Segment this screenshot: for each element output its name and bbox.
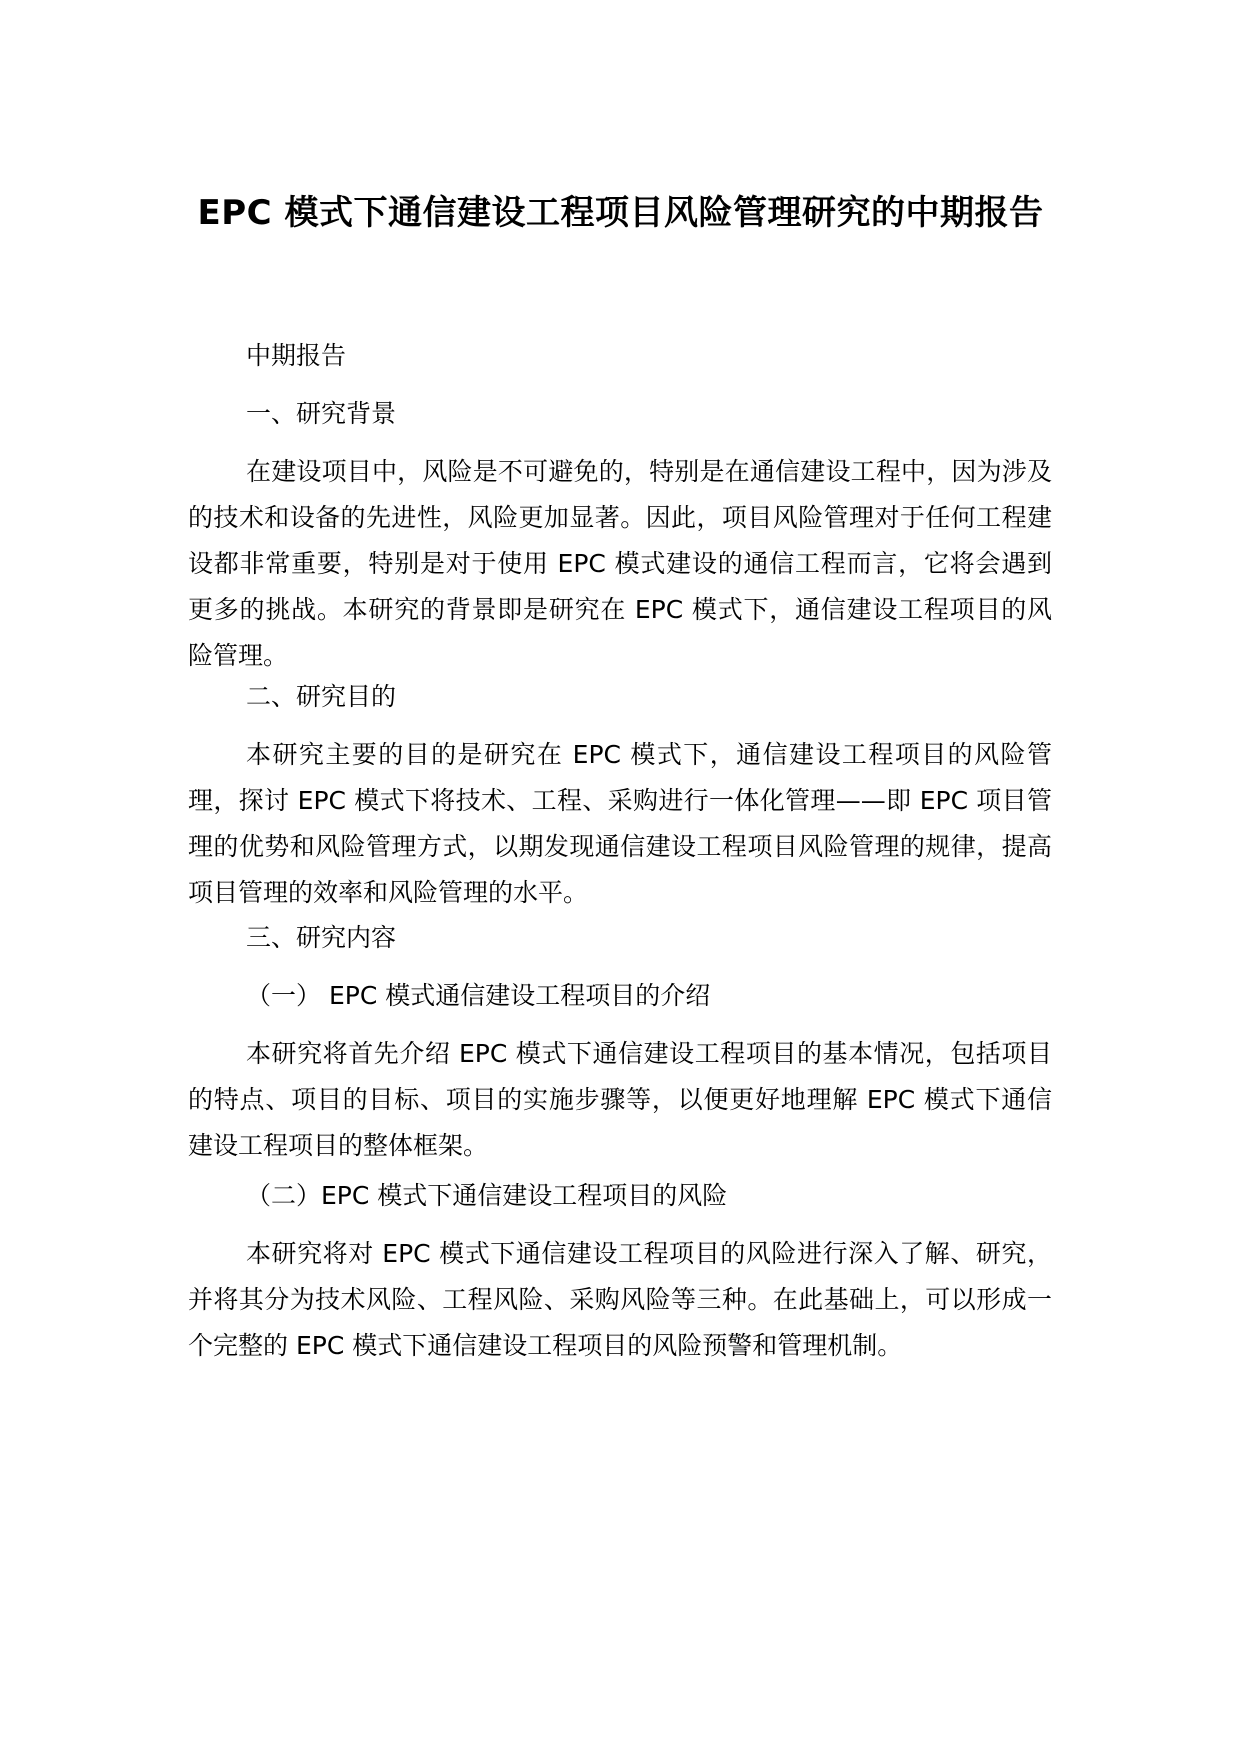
document-title: EPC 模式下通信建设工程项目风险管理研究的中期报告 [197,193,1044,233]
paragraph-risks: 本研究将对 EPC 模式下通信建设工程项目的风险进行深入了解、研究，并将其分为技术风险、工程风险、采购风险等三种。在此基础上，可以形成一个完整的 EPC 模式下通信建设工程项目的风险预警和管理机制。 [188,1239,1052,1360]
paragraph-introduction: 本研究将首先介绍 EPC 模式下通信建设工程项目的基本情况，包括项目的特点、项目的目标、项目的实施步骤等，以便更好地理解 EPC 模式下通信建设工程项目的整体框架。 [188,1039,1052,1160]
paragraph-purpose: 本研究主要的目的是研究在 EPC 模式下，通信建设工程项目的风险管理，探讨 EPC 模式下将技术、工程、采购进行一体化管理——即 EPC 项目管理的优势和风险管理方式，以期发现通信建设工程项目风险管理的规律，提高项目管理的效率和风险管理的水平。 [188,740,1052,907]
section-heading-background: 一、研究背景 [246,399,397,428]
section-heading-purpose: 二、研究目的 [246,682,397,711]
subsection-heading-introduction: （一） EPC 模式通信建设工程项目的介绍 [246,981,711,1010]
paragraph-background: 在建设项目中，风险是不可避免的，特别是在通信建设工程中，因为涉及的技术和设备的先进性，风险更加显著。因此，项目风险管理对于任何工程建设都非常重要，特别是对于使用 EPC 模式建设的通信工程而言，它将会遇到更多的挑战。本研究的背景即是研究在 EPC 模式下，通信建设工程项目的风险管理。 [188,457,1052,670]
section-heading-content: 三、研究内容 [246,923,397,952]
report-subtitle: 中期报告 [246,341,347,370]
subsection-heading-risks: （二）EPC 模式下通信建设工程项目的风险 [246,1181,728,1210]
